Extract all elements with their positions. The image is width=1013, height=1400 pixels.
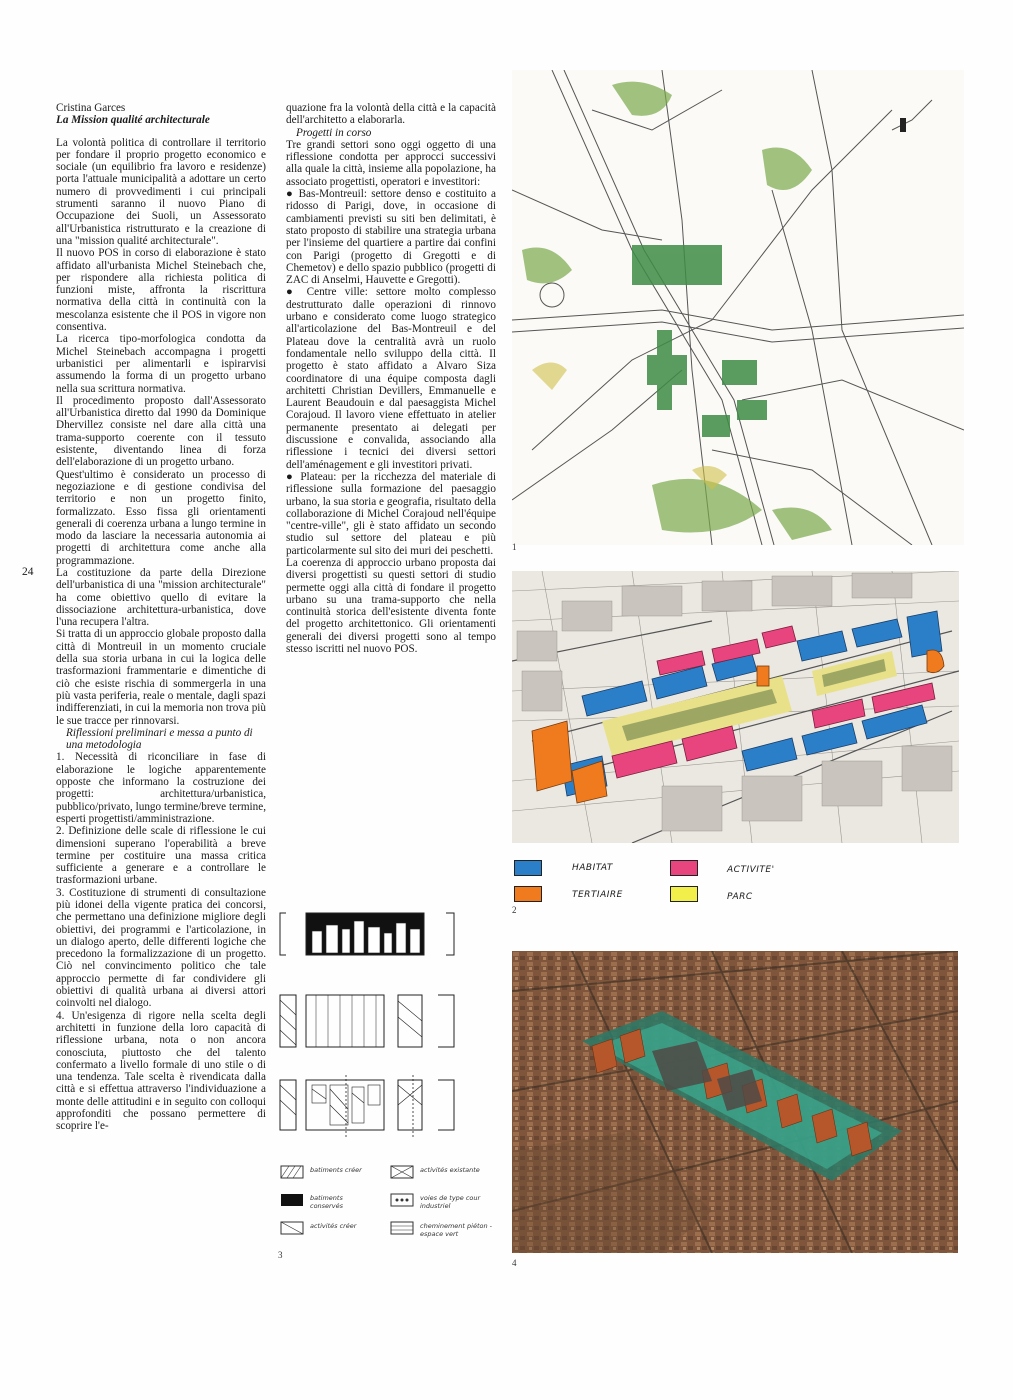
legend3-bat-conserve: batiments conservés	[310, 1194, 343, 1210]
subheading: Riflessioni preliminari e messa a punto di una metodologia	[66, 726, 253, 752]
figure-1-number: 1	[512, 542, 517, 552]
legend3-act-existante: activités existante	[420, 1166, 480, 1174]
paragraph: La coerenza di approccio urbano proposta dai diversi progettisti su questi settori di studio permette oggi alla città di fondare il progetto urbano su una trama-supporto che nella continuità storica dell'esistente diventa fonte del progetto architettonico. Gli orientamenti generali dei diversi progetti sono al tempo stesso iscritti nel nuovo POS.	[286, 556, 496, 656]
legend-swatch-activite	[670, 860, 698, 876]
legend3-cheminement: cheminement piéton - espace vert	[420, 1222, 493, 1238]
paragraph: 1. Necessità di riconciliare in fase di elaborazione le logiche apparentemente opposte che informano la costruzione dei progetti: architettura/urbanistica, pubblico/privato, lungo termine/breve termine, esperti progettisti/amministrazione.	[56, 751, 266, 825]
legend-label-activite: ACTIVITE'	[727, 865, 775, 875]
paragraph: 4. Un'esigenza di rigore nella scelta degli architetti in funzione della loro capacità di riflessione urbana, nota o non ancora conosciuta, piuttosto che del talento confermato a livello formale di uno stile o di una tendenza. Tale scelta è rivendicata dalla città e si effettua attraverso l'individuazione a monte delle attitudini e in seguito con colloqui approfonditi che possano permettere di scoprire l'e-	[56, 1009, 266, 1133]
legend-label-parc: PARC	[727, 892, 753, 902]
figure-1-sketch-map	[512, 70, 964, 545]
figure-2-number: 2	[512, 905, 517, 915]
figure-3-legend	[278, 1165, 503, 1260]
article-author: Cristina Garces	[56, 102, 126, 114]
page-number: 24	[22, 566, 34, 578]
figure-3-diagrams	[278, 905, 458, 1175]
paragraph: La costituzione da parte della Direzione dell'urbanistica di una "mission architecturale" ha come obiettivo quello di evitare la dissociazione architettura-urbanistica, dove l'una recupera l'altra.	[56, 566, 266, 629]
paragraph: La volontà politica di controllare il territorio per fondare il proprio progetto economico e sociale (un equilibrio fra lavoro e residenze) porta l'attuale municipalità a adottare un certo numero di provvedimenti i cui principali strumenti saranno il nuovo Piano di Occupazione dei Suoli, un Assessorato all'Urbanistica ristrutturato e la creazione di una "mission qualité architecturale".	[56, 136, 266, 247]
legend3-swatch-dots	[390, 1193, 414, 1207]
text-column-1	[56, 102, 266, 1133]
paragraph: Tre grandi settori sono oggi oggetto di una riflessione condotta per approcci successivi alla quale la città, insieme alla popolazione, ha associato progettisti, operatori e investitori:	[286, 138, 496, 188]
figure-4-number: 4	[512, 1258, 517, 1268]
figure-4-aerial-photo	[512, 951, 958, 1253]
paragraph: Il procedimento proposto dall'Assessorato all'Urbanistica diretto dal 1990 da Dominique Dhervillez consiste nel dare alla città una trama-supporto coerente con il tessuto esistente, diventando linea di forza dell'elaborazione di un progetto urbano.	[56, 394, 266, 469]
paragraph: Il nuovo POS in corso di elaborazione è stato affidato all'urbanista Michel Steinebach che, per rispondere alla richiesta politica di funzioni miste, affronta la riscrittura normativa della città in continuità con la mescolanza esistente che il POS in vigore non consentiva.	[56, 247, 266, 334]
legend-label-habitat: HABITAT	[572, 863, 613, 873]
legend3-act-creer: activités créer	[310, 1222, 357, 1230]
paragraph: ● Plateau: per la ricchezza del materiale di riflessione sulla formazione del paesaggio urbano, la sua storia e geografia, risultato della collaborazione di Michel Corajoud nell'équipe "centre-ville", gli è stato affidato un secondo studio sul settore del plateau e più particolarmente sul sito dei muri dei peschetti.	[286, 470, 496, 557]
legend3-swatch-lines	[390, 1221, 414, 1235]
legend-label-tertiaire: TERTIAIRE	[572, 890, 623, 900]
legend3-voies: voies de type cour industriel	[420, 1194, 481, 1210]
figure-2-legend	[512, 858, 812, 908]
legend-swatch-tertiaire	[514, 886, 542, 902]
paragraph: quazione fra la volontà della città e la capacità dell'architetto a elaborarla.	[286, 102, 496, 127]
legend3-bat-creer: batiments créer	[310, 1166, 362, 1174]
legend3-swatch-hatched	[280, 1165, 304, 1179]
legend-swatch-parc	[670, 886, 698, 902]
figure-3-number: 3	[278, 1250, 283, 1260]
paragraph: Quest'ultimo è considerato un processo di negoziazione e di gestione condivisa del territorio e non un progetto finito, formalizzato. Esso fissa gli orientamenti generali di coerenza urbana a lungo termine in modo da lasciare la necessaria autonomia ai progetti di architettura come anche alla programmazione.	[56, 468, 266, 567]
paragraph: 2. Definizione delle scale di riflessione le cui dimensioni superano l'operabilità a breve termine per costituire una massa critica sufficiente a generare e a controllare le trasformazioni urbane.	[56, 825, 266, 887]
paragraph: ● Bas-Montreuil: settore denso e costituito a ridosso di Parigi, dove, in occasione di cambiamenti previsti su siti ben delimitati, è stato proposto di stabilire una strategia urbana per l'insieme del quartiere a partire dai confini con Parigi (progetto di Gregotti e di Chemetov) e dello spazio pubblico (progetti di ZAC di Anselmi, Hauvette e Gregotti).	[286, 188, 496, 287]
paragraph: 3. Costituzione di strumenti di consultazione più idonei della vigente pratica dei concorsi, che permettano una definizione migliore degli obiettivi, dei programmi e l'articolazione, in un dialogo aperto, delle differenti logiche che precedono la formalizzazione di un progetto. Ciò nel convincimento politico che tale approccio permette di far condividere gli obiettivi di qualità urbana ai diversi attori coinvolti nel dialogo.	[56, 886, 266, 1010]
subheading: Progetti in corso	[296, 126, 372, 139]
article-title: La Mission qualité architecturale	[56, 114, 210, 127]
figure-2-land-use-plan	[512, 571, 959, 843]
paragraph: Si tratta di un approccio globale proposto dalla città di Montreuil in un momento cruciale della sua storia urbana in cui la logica delle trasformazioni frammentarie e dimentiche di ciò che esiste rischia di sommergerla in una più vasta periferia, reale o mentale, dagli spazi indifferenziati, in cui la memoria non trova più le sue tracce per rinnovarsi.	[56, 628, 266, 727]
legend-swatch-habitat	[514, 860, 542, 876]
paragraph: ● Centre ville: settore molto complesso destrutturato dalle operazioni di rinnovo urbano e considerato come luogo strategico all'articolazione del Bas-Montreuil e del Plateau dove la centralità avrà un ruolo fondamentale nello sviluppo della città. Il progetto è stato affidato a Alvaro Siza coordinatore di una équipe composta dagli architetti Christian Devillers, Emmanuelle e Laurent Beaudouin e dal paesaggista Michel Corajoud. Il lavoro viene effettuato in atelier permanente presentato ai delegati per discussione e convalida, associando alla riflessione i tecnici dei diversi settori dell'aménagement e gli investitori privati.	[286, 286, 496, 471]
paragraph: La ricerca tipo-morfologica condotta da Michel Steinebach accompagna i progetti urbanistici per alimentarli e ispirarvisi assumendo la forma di un progetto urbano nella sua scrittura normativa.	[56, 333, 266, 395]
legend3-swatch-diagonal	[280, 1221, 304, 1235]
legend3-swatch-cross	[390, 1165, 414, 1179]
text-column-2	[286, 102, 496, 655]
legend3-swatch-black	[280, 1193, 304, 1207]
